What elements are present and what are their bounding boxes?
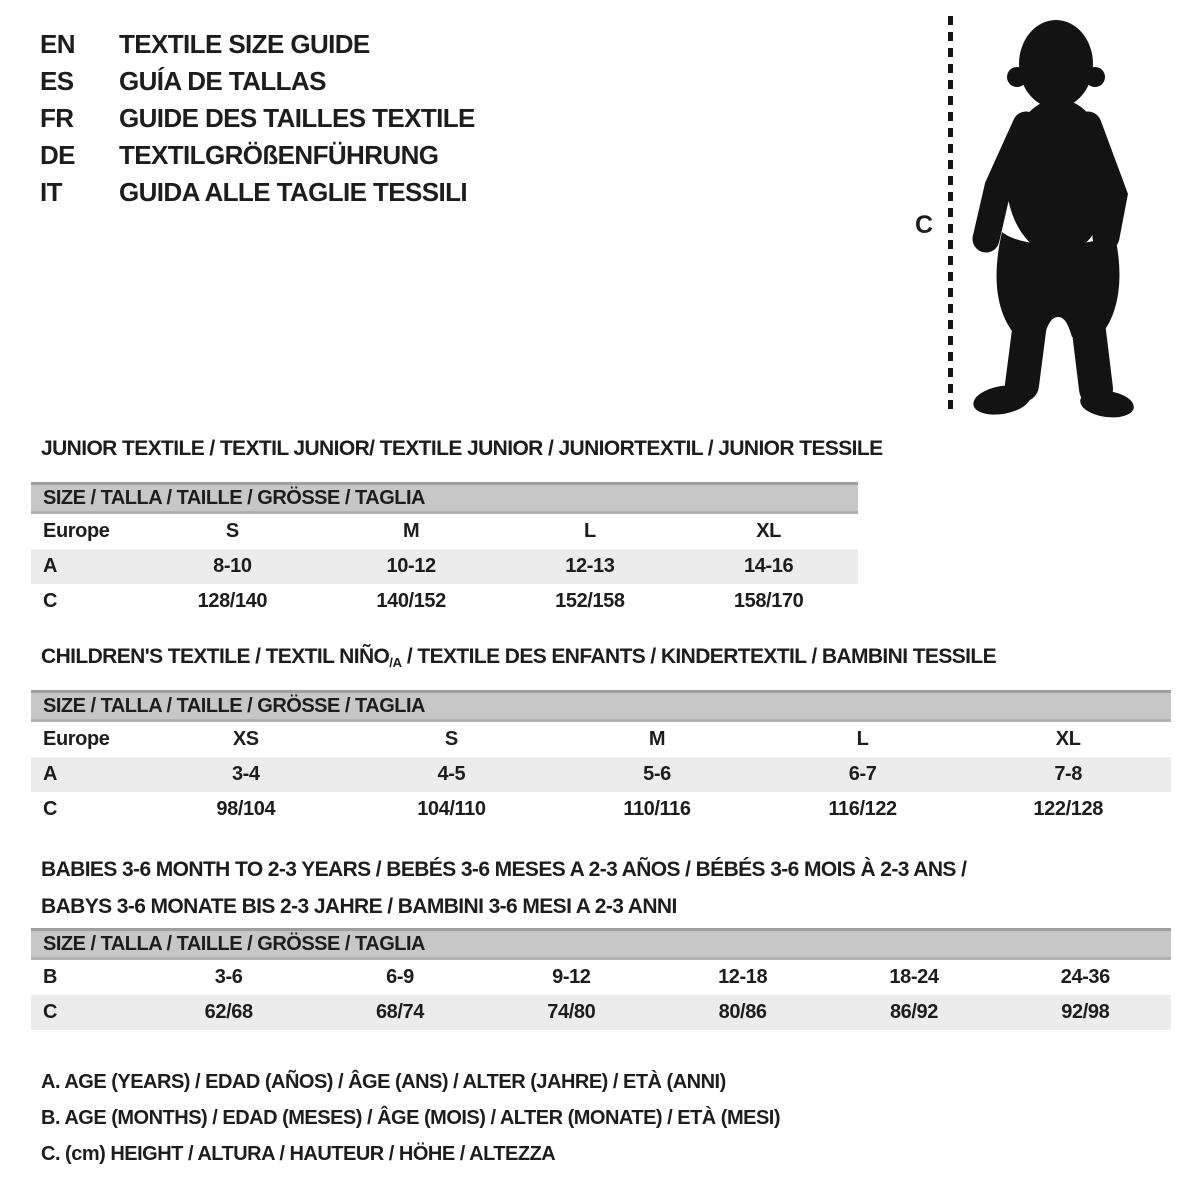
- size-value-cell: 116/122: [828, 798, 897, 820]
- height-measure-label: C: [915, 211, 934, 239]
- language-row: [40, 137, 475, 174]
- height-measure-dashed-line-icon: [948, 16, 953, 416]
- size-value-cell: 122/128: [1033, 798, 1103, 820]
- row-label-cell: Europe: [43, 520, 110, 542]
- size-value-cell: 12-18: [718, 966, 768, 988]
- row-label-cell: C: [43, 590, 58, 612]
- children-title-suffix: / TEXTILE DES ENFANTS / KINDERTEXTIL / BAMBINI TESSILE: [401, 645, 997, 668]
- size-value-cell: 6-9: [386, 966, 414, 988]
- guide-title: GUIDE DES TAILLES TEXTILE: [119, 103, 475, 133]
- guide-title: TEXTILE SIZE GUIDE: [119, 29, 370, 59]
- language-code: IT: [40, 177, 62, 207]
- size-row-a: [31, 757, 1171, 792]
- row-label-cell: B: [43, 966, 58, 988]
- size-value-cell: 74/80: [547, 1001, 596, 1023]
- row-label-cell: A: [43, 763, 58, 785]
- size-value-cell: 8-10: [213, 555, 252, 577]
- junior-section-title: JUNIOR TEXTILE / TEXTIL JUNIOR/ TEXTILE JUNIOR / JUNIORTEXTIL / JUNIOR TESSILE: [41, 437, 883, 460]
- size-value-cell: M: [648, 728, 666, 750]
- toddler-silhouette-image: [966, 16, 1136, 418]
- size-value-cell: 62/68: [204, 1001, 253, 1023]
- size-value-cell: 68/74: [375, 1001, 425, 1023]
- language-row: [40, 63, 475, 100]
- size-value-cell: 3-4: [231, 763, 260, 785]
- footnotes: [41, 1064, 780, 1172]
- babies-title-line2: BABYS 3-6 MONATE BIS 2-3 JAHRE / BAMBINI 3-6 MESI A 2-3 ANNI: [41, 895, 677, 918]
- guide-title: GUÍA DE TALLAS: [119, 66, 326, 96]
- size-value-cell: 4-5: [437, 763, 466, 785]
- size-row-c: [31, 584, 858, 619]
- babies-section-title: [41, 851, 966, 925]
- language-code: ES: [40, 66, 74, 96]
- guide-title: GUIDA ALLE TAGLIE TESSILI: [119, 177, 468, 207]
- row-label-cell: C: [43, 798, 58, 820]
- footnote-line-a: A. AGE (YEARS) / EDAD (AÑOS) / ÂGE (ANS) / ALTER (JAHRE) / ETÀ (ANNI): [41, 1071, 726, 1093]
- size-value-cell: L: [856, 728, 869, 750]
- size-value-cell: 152/158: [555, 590, 625, 612]
- junior-size-table: [31, 482, 858, 619]
- row-label-cell: A: [43, 555, 58, 577]
- size-value-cell: 86/92: [889, 1001, 938, 1023]
- size-value-cell: 80/86: [718, 1001, 767, 1023]
- size-header-bar: SIZE / TALLA / TAILLE / GRÖSSE / TAGLIA: [31, 690, 1171, 722]
- children-title-prefix: CHILDREN'S TEXTILE / TEXTIL NIÑO: [41, 645, 390, 668]
- size-value-cell: XS: [232, 728, 259, 750]
- children-title-subscript: /A: [389, 655, 402, 670]
- size-row-a: [31, 549, 858, 584]
- size-value-cell: 18-24: [889, 966, 939, 988]
- language-code: FR: [40, 103, 74, 133]
- size-value-cell: 14-16: [744, 555, 794, 577]
- size-value-cell: 3-6: [214, 966, 243, 988]
- size-value-cell: 140/152: [376, 590, 446, 612]
- size-value-cell: M: [402, 520, 420, 542]
- size-value-cell: XL: [756, 520, 781, 542]
- size-value-cell: 158/170: [733, 590, 804, 612]
- size-value-cell: S: [225, 520, 239, 542]
- size-value-cell: 9-12: [552, 966, 591, 988]
- size-value-cell: 24-36: [1060, 966, 1110, 988]
- size-value-cell: 110/116: [623, 798, 691, 820]
- size-value-cell: 5-6: [643, 763, 671, 785]
- size-value-cell: 10-12: [386, 555, 436, 577]
- size-value-cell: 92/98: [1061, 1001, 1110, 1023]
- language-code: DE: [40, 140, 75, 170]
- language-title-list: [40, 26, 475, 211]
- size-row-b: [31, 960, 1171, 995]
- children-size-table: [31, 690, 1171, 827]
- size-value-cell: L: [583, 520, 596, 542]
- children-section-title: [41, 645, 996, 670]
- footnote-line-c: C. (cm) HEIGHT / ALTURA / HAUTEUR / HÖHE / ALTEZZA: [41, 1143, 556, 1165]
- babies-title-line1: BABIES 3-6 MONTH TO 2-3 YEARS / BEBÉS 3-6 MESES A 2-3 AÑOS / BÉBÉS 3-6 MOIS À 2-3 ANS /: [41, 858, 967, 881]
- size-value-cell: XL: [1055, 728, 1081, 750]
- footnote-line-b: B. AGE (MONTHS) / EDAD (MESES) / ÂGE (MOIS) / ALTER (MONATE) / ETÀ (MESI): [41, 1107, 781, 1129]
- size-value-cell: 128/140: [197, 590, 268, 612]
- size-row-c: [31, 792, 1171, 827]
- size-value-cell: 12-13: [565, 555, 615, 577]
- size-value-cell: 6-7: [848, 763, 877, 785]
- size-header-bar: SIZE / TALLA / TAILLE / GRÖSSE / TAGLIA: [31, 928, 1171, 960]
- row-label-cell: C: [43, 1001, 58, 1023]
- size-header-bar: SIZE / TALLA / TAILLE / GRÖSSE / TAGLIA: [31, 482, 858, 514]
- language-row: [40, 26, 475, 63]
- size-row-c: [31, 995, 1171, 1030]
- language-row: [40, 100, 475, 137]
- size-value-cell: S: [444, 728, 458, 750]
- size-value-cell: 7-8: [1054, 763, 1083, 785]
- row-label-cell: Europe: [43, 728, 110, 750]
- language-code: EN: [40, 29, 75, 59]
- size-value-cell: 104/110: [417, 798, 486, 820]
- babies-size-table: [31, 928, 1171, 1030]
- size-row-europe: [31, 722, 1171, 757]
- guide-title: TEXTILGRÖßENFÜHRUNG: [119, 140, 439, 170]
- size-row-europe: [31, 514, 858, 549]
- language-row: [40, 174, 475, 211]
- size-value-cell: 98/104: [216, 798, 276, 820]
